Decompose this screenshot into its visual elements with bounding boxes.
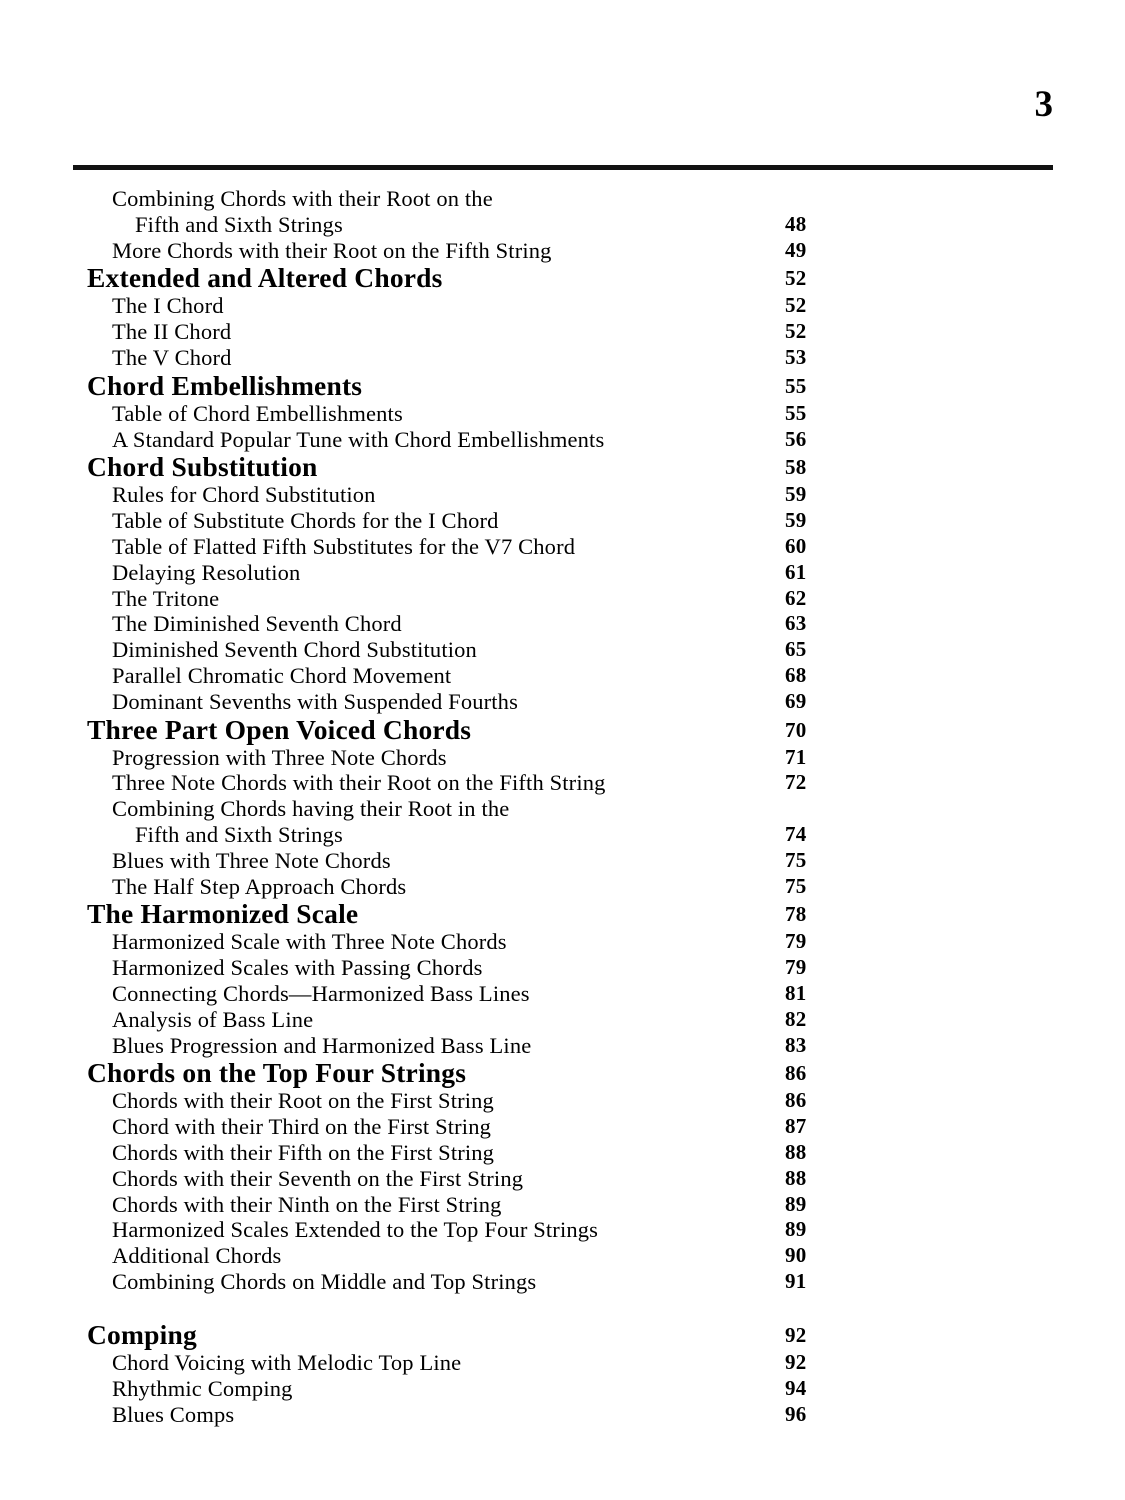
toc-entry-page-number: 52	[785, 319, 807, 344]
toc-entry-row[interactable]	[73, 212, 1053, 238]
toc-entry-title: Chords with their Seventh on the First String	[112, 1165, 524, 1191]
toc-entry-page-number: 86	[785, 1061, 807, 1086]
toc-entry-page-number: 79	[785, 955, 807, 980]
toc-entry-page-number: 96	[785, 1402, 807, 1427]
toc-entry-page-number: 70	[785, 717, 807, 742]
toc-entry-row[interactable]	[73, 1269, 1053, 1295]
toc-entry-page-number: 91	[785, 1268, 807, 1293]
toc-entry-row[interactable]	[73, 586, 1053, 612]
toc-entry-row[interactable]	[73, 1166, 1053, 1192]
toc-entry-title: Combining Chords on Middle and Top Strings	[112, 1268, 537, 1294]
toc-entry-title: A Standard Popular Tune with Chord Embellishments	[112, 426, 605, 452]
toc-entry-row[interactable]	[73, 981, 1053, 1007]
toc-entry-row[interactable]	[73, 796, 1053, 822]
toc-entry-row[interactable]	[73, 1140, 1053, 1166]
toc-entry-row[interactable]	[73, 1350, 1053, 1376]
toc-entry-title: Harmonized Scales with Passing Chords	[112, 955, 483, 981]
toc-entry-title: Additional Chords	[112, 1243, 282, 1269]
toc-section-title: Extended and Altered Chords	[87, 262, 443, 294]
toc-entry-page-number: 48	[785, 211, 807, 236]
toc-entry-row[interactable]	[73, 770, 1053, 796]
toc-entry-title: Harmonized Scales Extended to the Top Four Strings	[112, 1217, 599, 1243]
toc-entry-row[interactable]	[73, 848, 1053, 874]
toc-entry-title: Blues Progression and Harmonized Bass Line	[112, 1032, 532, 1058]
toc-entry-title: Harmonized Scale with Three Note Chords	[112, 929, 507, 955]
toc-entry-page-number: 61	[785, 559, 807, 584]
toc-entry-title: Chord Voicing with Melodic Top Line	[112, 1350, 462, 1376]
toc-entry-title: Combining Chords with their Root on the	[112, 186, 493, 211]
toc-spacer-row	[73, 1295, 1053, 1321]
toc-entry-title: Chords with their Root on the First String	[112, 1088, 494, 1114]
toc-entry-row[interactable]	[73, 1033, 1053, 1059]
toc-entry-title: Table of Flatted Fifth Substitutes for the V7 Chord	[112, 533, 576, 559]
toc-entry-row[interactable]	[73, 427, 1053, 453]
toc-section-row[interactable]	[73, 263, 1053, 293]
toc-entry-title: Analysis of Bass Line	[112, 1006, 314, 1032]
toc-section-title: The Harmonized Scale	[87, 898, 359, 930]
toc-entry-title: Parallel Chromatic Chord Movement	[112, 662, 452, 688]
toc-entry-page-number: 72	[785, 770, 807, 795]
toc-entry-row[interactable]	[73, 345, 1053, 371]
toc-entry-page-number: 59	[785, 482, 807, 507]
toc-entry-title: Diminished Seventh Chord Substitution	[112, 637, 477, 663]
toc-section-row[interactable]	[73, 715, 1053, 745]
toc-entry-title: Blues Comps	[112, 1402, 235, 1428]
toc-entry-page-number: 78	[785, 902, 807, 927]
table-of-contents-list	[73, 186, 1053, 1428]
toc-entry-row[interactable]	[73, 186, 1053, 212]
toc-entry-title: The Diminished Seventh Chord	[112, 611, 402, 637]
toc-entry-row[interactable]	[73, 319, 1053, 345]
toc-entry-row[interactable]	[73, 1217, 1053, 1243]
toc-entry-title: The Tritone	[112, 585, 220, 611]
toc-entry-row[interactable]	[73, 1243, 1053, 1269]
toc-entry-row[interactable]	[73, 293, 1053, 319]
toc-entry-page-number: 88	[785, 1139, 807, 1164]
toc-entry-row[interactable]	[73, 955, 1053, 981]
toc-entry-row[interactable]	[73, 1007, 1053, 1033]
toc-section-row[interactable]	[73, 452, 1053, 482]
toc-entry-page-number: 94	[785, 1376, 807, 1401]
toc-section-title: Comping	[87, 1319, 197, 1351]
toc-section-row[interactable]	[73, 1320, 1053, 1350]
toc-entry-row[interactable]	[73, 534, 1053, 560]
toc-entry-page-number: 69	[785, 688, 807, 713]
toc-entry-page-number: 52	[785, 293, 807, 318]
toc-entry-title: Chords with their Fifth on the First String	[112, 1139, 495, 1165]
header-divider-rule	[73, 165, 1053, 170]
toc-entry-page-number: 49	[785, 237, 807, 262]
toc-entry-page-number: 62	[785, 585, 807, 610]
toc-entry-title: Progression with Three Note Chords	[112, 744, 447, 770]
toc-entry-row[interactable]	[73, 689, 1053, 715]
toc-entry-row[interactable]	[73, 560, 1053, 586]
toc-entry-title: Connecting Chords—Harmonized Bass Lines	[112, 980, 530, 1006]
toc-entry-title: Table of Chord Embellishments	[112, 400, 403, 426]
toc-entry-title: Three Note Chords with their Root on the Fifth String	[112, 770, 606, 796]
toc-entry-page-number: 89	[785, 1191, 807, 1216]
toc-entry-row[interactable]	[73, 1088, 1053, 1114]
toc-entry-row[interactable]	[73, 745, 1053, 771]
toc-entry-page-number: 89	[785, 1217, 807, 1242]
toc-entry-page-number: 75	[785, 873, 807, 898]
toc-entry-page-number: 56	[785, 426, 807, 451]
toc-entry-page-number: 74	[785, 821, 807, 846]
toc-entry-row[interactable]	[73, 822, 1053, 848]
toc-entry-row[interactable]	[73, 611, 1053, 637]
toc-entry-page-number: 68	[785, 662, 807, 687]
toc-section-row[interactable]	[73, 371, 1053, 401]
toc-entry-page-number: 87	[785, 1114, 807, 1139]
toc-entry-page-number: 60	[785, 533, 807, 558]
toc-entry-title: Fifth and Sixth Strings	[135, 211, 343, 237]
toc-entry-title: Fifth and Sixth Strings	[135, 821, 343, 847]
toc-entry-page-number: 65	[785, 637, 807, 662]
toc-entry-row[interactable]	[73, 482, 1053, 508]
toc-section-title: Three Part Open Voiced Chords	[87, 713, 472, 745]
toc-section-row[interactable]	[73, 899, 1053, 929]
toc-entry-title: Dominant Sevenths with Suspended Fourths	[112, 688, 518, 714]
toc-entry-page-number: 55	[785, 400, 807, 425]
toc-entry-title: More Chords with their Root on the Fifth String	[112, 237, 552, 263]
toc-entry-row[interactable]	[73, 929, 1053, 955]
toc-entry-page-number: 71	[785, 744, 807, 769]
toc-section-title: Chords on the Top Four Strings	[87, 1057, 467, 1089]
toc-entry-page-number: 88	[785, 1165, 807, 1190]
toc-entry-title: The Half Step Approach Chords	[112, 873, 407, 899]
toc-entry-page-number: 55	[785, 373, 807, 398]
toc-entry-title: Table of Substitute Chords for the I Chord	[112, 508, 499, 534]
toc-entry-page-number: 79	[785, 929, 807, 954]
toc-entry-title: Rhythmic Comping	[112, 1376, 293, 1402]
toc-entry-page-number: 92	[785, 1323, 807, 1348]
toc-entry-title: The V Chord	[112, 344, 232, 370]
toc-entry-title: Chord with their Third on the First String	[112, 1114, 491, 1140]
toc-entry-title: The II Chord	[112, 319, 232, 345]
toc-entry-row[interactable]	[73, 1402, 1053, 1428]
toc-entry-page-number: 82	[785, 1006, 807, 1031]
toc-entry-page-number: 63	[785, 611, 807, 636]
toc-entry-row[interactable]	[73, 1376, 1053, 1402]
page-folio-number: 3	[1034, 84, 1053, 125]
toc-entry-page-number: 59	[785, 508, 807, 533]
toc-entry-page-number: 92	[785, 1350, 807, 1375]
toc-entry-title: Combining Chords having their Root in the	[112, 796, 510, 822]
toc-section-title: Chord Embellishments	[87, 369, 363, 401]
toc-entry-page-number: 53	[785, 344, 807, 369]
toc-entry-page-number: 86	[785, 1088, 807, 1113]
toc-entry-title: Rules for Chord Substitution	[112, 482, 376, 508]
toc-section-row[interactable]	[73, 1058, 1053, 1088]
toc-entry-title: Blues with Three Note Chords	[112, 847, 391, 873]
toc-entry-row[interactable]	[73, 401, 1053, 427]
toc-entry-page-number: 75	[785, 847, 807, 872]
toc-entry-row[interactable]	[73, 508, 1053, 534]
toc-entry-page-number: 52	[785, 266, 807, 291]
toc-entry-row[interactable]	[73, 663, 1053, 689]
toc-section-title: Chord Substitution	[87, 451, 318, 483]
toc-entry-page-number: 90	[785, 1243, 807, 1268]
toc-entry-row[interactable]	[73, 238, 1053, 264]
toc-entry-row[interactable]	[73, 874, 1053, 900]
toc-entry-row[interactable]	[73, 637, 1053, 663]
toc-entry-page-number: 83	[785, 1032, 807, 1057]
toc-entry-row[interactable]	[73, 1114, 1053, 1140]
toc-entry-row[interactable]	[73, 1192, 1053, 1218]
toc-entry-title: Delaying Resolution	[112, 559, 301, 585]
toc-entry-page-number: 58	[785, 455, 807, 480]
toc-entry-title: The I Chord	[112, 293, 224, 319]
toc-entry-title: Chords with their Ninth on the First String	[112, 1191, 502, 1217]
toc-entry-page-number: 81	[785, 980, 807, 1005]
